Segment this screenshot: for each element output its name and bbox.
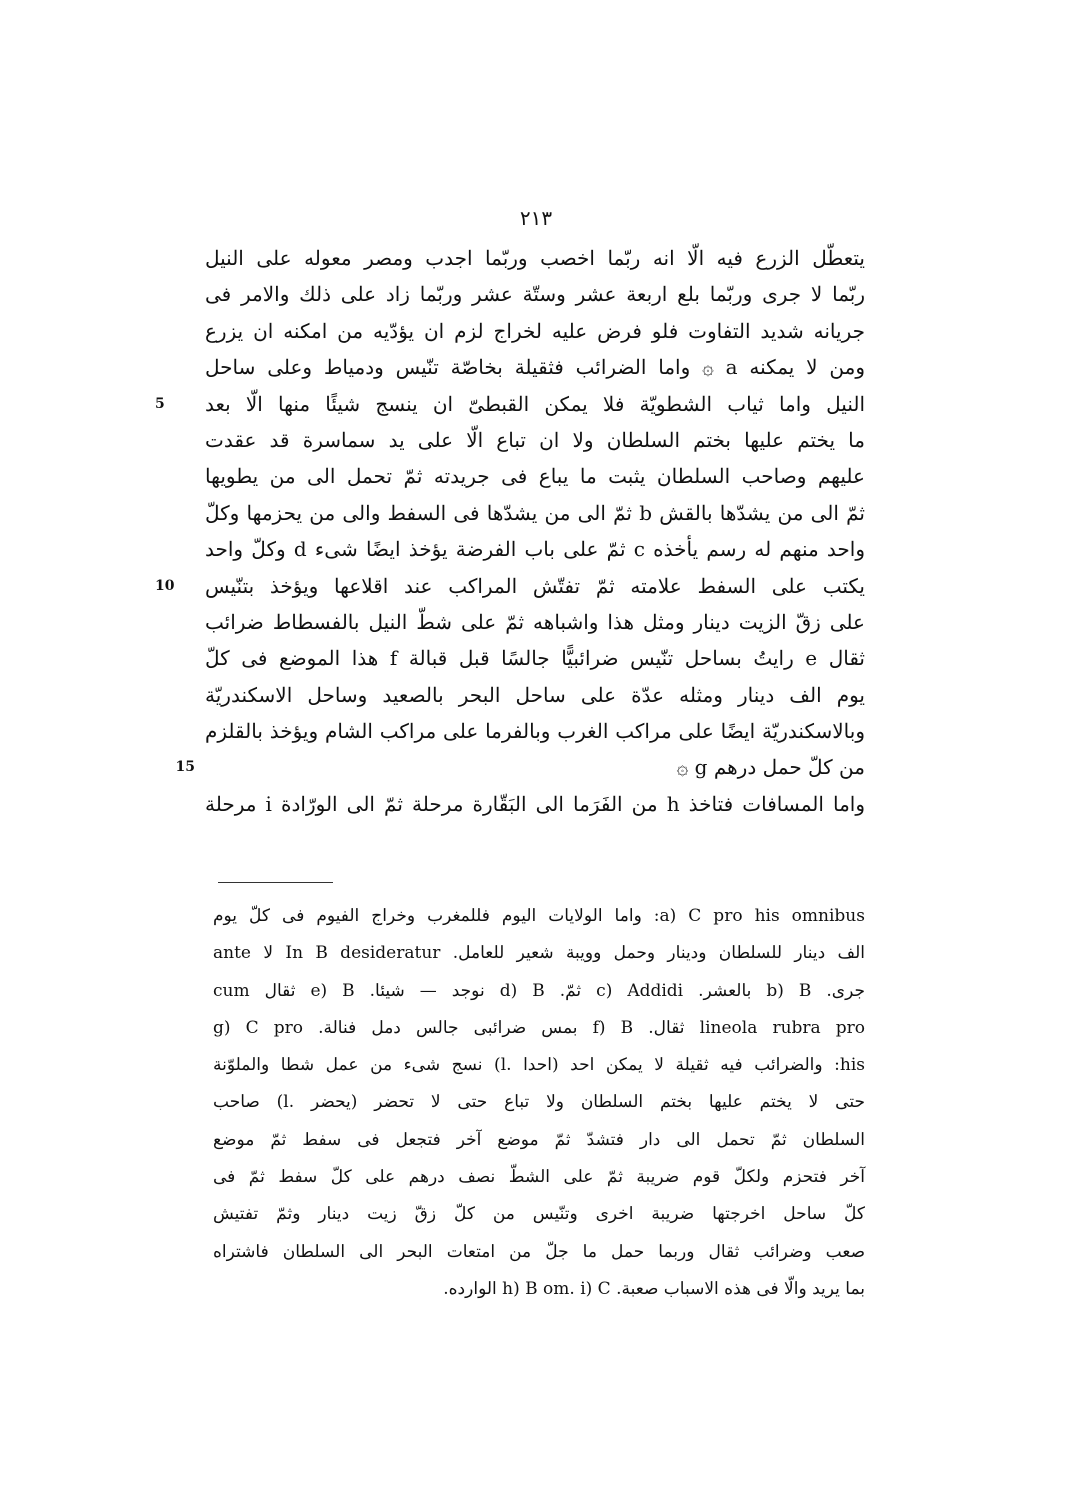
line-number: 5	[155, 395, 165, 412]
footnote-line: آخر فتحزم ولكلّ قوم ضريبة ثمّ على الشطّ نصف درهم على كلّ سفط ثمّ فى	[213, 1167, 865, 1188]
text-line	[155, 386, 865, 422]
footnote-line: جرى. b) B بالعشر. c) Addidi ثمّ. d) B نوجد — شيئا. e) B ثقال cum	[213, 980, 865, 1001]
line-text: من كلّ حمل درهم g ۞	[676, 755, 865, 780]
line-text: ثمّ الى من يشدّها بالقش b ثمّ الى من يشدّها فى السفط والى من يحزمها وكلّ	[205, 500, 865, 525]
page-number: ۲۱۳	[519, 206, 553, 230]
text-line	[205, 604, 865, 640]
line-text: ما يختم عليها بختم السلطان ولا ان تباع الّا على يد سماسرة قد عقدت	[205, 427, 865, 452]
footnote-line: صعب وضرائب ثقال وربما حمل ما جلّ من امتعات البحر الى السلطان فاشتراه	[213, 1241, 865, 1262]
line-text: ومن لا يمكنه a ۞ واما الضرائب فثقيلة بخاصّة تنّيس ودمياط وعلى ساحل	[205, 355, 865, 380]
footnote-line: lineola rubra pro ثقال. f) B بمس ضرائبى جالس دمل فنالة. g) C pro	[213, 1017, 866, 1038]
line-text: النيل واما ثياب الشطويّة فلا يمكن القبطىّ ان ينسج شيئًا منها الّا بعد	[205, 391, 865, 416]
footnote-line: حتى لا يختم عليها بختم السلطان ولا تباع حتى لا تحضر (يحضر .l) صاحب	[213, 1092, 865, 1113]
text-line	[205, 313, 865, 349]
text-line	[205, 276, 865, 312]
line-text: واما المسافات فتاخذ h من الفَرَما الى البَقّارة مرحلة ثمّ الى الورّادة i مرحلة	[205, 791, 866, 816]
text-line	[205, 531, 865, 567]
text-line	[205, 240, 865, 276]
text-line	[205, 458, 865, 494]
text-line	[205, 349, 865, 385]
footnote-line: الف دينار للسلطان ودينار وحمل وويبة شعير للعامل. In B desideratur لا ante	[213, 943, 865, 964]
footnote-line: السلطان ثمّ تحمل الى دار فتشدّ ثمّ موضع آخر فتجعل فى سفط ثمّ موضع	[213, 1129, 865, 1150]
footnote-line: كلّ ساحل اخرجتها ضريبة اخرى وتنّيس من كلّ زقّ زيت دينار وثمّ تفتيش	[213, 1204, 865, 1225]
text-line	[205, 495, 865, 531]
line-text: يوم الف دينار ومثله عدّة على ساحل البحر بالصعيد وساحل الاسكندريّة	[205, 682, 865, 707]
line-text: ربّما لا جرى وربّما بلع اربعة عشر وستّة عشر وربّما زاد على ذلك والامر فى	[205, 282, 865, 307]
footnote-line: his: والضرائب فيه ثقيلة لا يمكن احد (احدا .l) نسج شىء من عمل شطا والملوّنة	[213, 1055, 865, 1076]
footnotes	[213, 898, 865, 1308]
line-text: جريانه شديد التفاوت فلو فرض عليه لخراج لزم ان يؤدّيه من امكنه ان يزرع	[205, 318, 865, 343]
text-line	[175, 749, 865, 785]
text-line	[205, 713, 865, 749]
line-text: يتعطّل الزرع فيه الّا انه ربّما اخصب وربّما اجدب ومصر معوله على النيل	[205, 246, 865, 270]
line-number: 10	[155, 577, 175, 594]
footnote-divider	[218, 882, 333, 883]
text-line	[205, 422, 865, 458]
line-text: يكتب على السفط علامته ثمّ تفتّش المراكب عند اقلاعها ويؤخذ بتنّيس	[205, 573, 865, 598]
line-text: ثقال e رايتُ بساحل تنّيس ضرائبيًّا جالسًا قبل قبالة f هذا الموضع فى كلّ	[205, 646, 865, 671]
footnote-line: بما يريد والّا فى هذه الاسباب صعبة. h) B om. i) C الوارده.	[443, 1278, 865, 1299]
line-text: واحد منهم له رسم يأخذه c ثمّ على باب الفرضة يؤخذ ايضًا شىء d وكلّ واحد	[205, 537, 865, 562]
line-text: على زقّ الزيت دينار ومثل هذا واشباهه ثمّ على شطّ النيل بالفسطاط ضرائب	[205, 609, 865, 634]
text-line	[155, 568, 865, 604]
text-line	[205, 677, 865, 713]
main-text	[155, 240, 866, 822]
line-text: عليهم وصاحب السلطان يثبت ما يباع فى جريدته ثمّ تحمل الى من يطويها	[205, 464, 865, 489]
line-number: 15	[175, 759, 195, 776]
text-line	[205, 640, 865, 676]
footnote-line: a) C pro his omnibus: واما الولايات اليوم فللمغرب وخراج الفيوم فى كلّ يوم	[213, 906, 865, 926]
line-text: وبالاسكندريّة ايضًا على مراكب الغرب وبالفرما على مراكب الشام ويؤخذ بالقلزم	[205, 719, 865, 744]
text-line	[205, 786, 865, 822]
